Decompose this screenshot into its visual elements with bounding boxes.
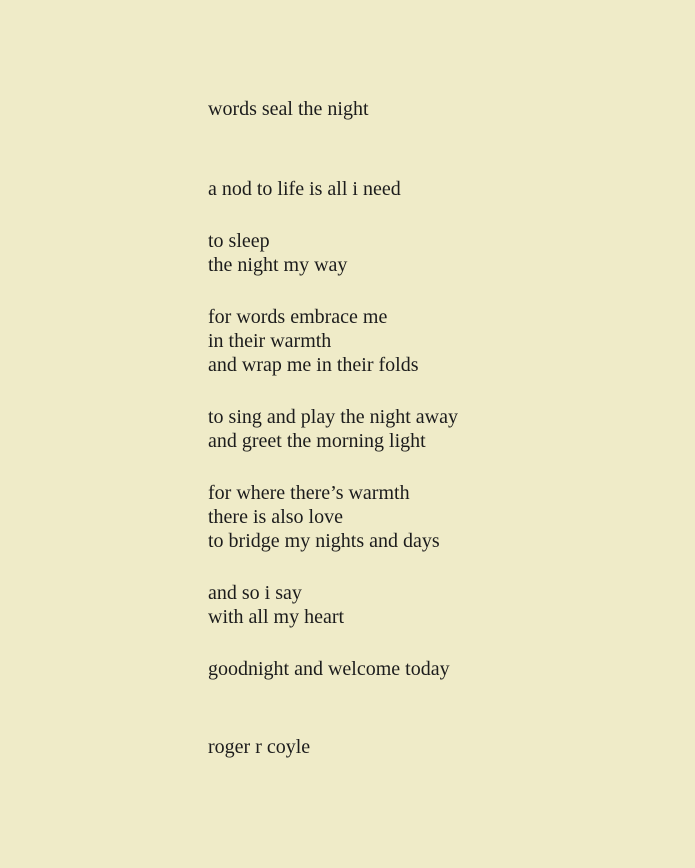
poem-line: to sing and play the night away bbox=[208, 406, 458, 428]
poem-line: with all my heart bbox=[208, 606, 345, 628]
stanza bbox=[208, 405, 668, 453]
poem-line: and greet the morning light bbox=[208, 430, 426, 452]
stanza bbox=[208, 481, 668, 553]
author-signature: roger r coyle bbox=[208, 736, 311, 758]
stanza bbox=[208, 177, 668, 201]
poem-line: to bridge my nights and days bbox=[208, 530, 440, 552]
poem-line: for where there’s warmth bbox=[208, 482, 410, 504]
stanza bbox=[208, 657, 668, 681]
poem-line: a nod to life is all i need bbox=[208, 178, 401, 200]
stanza bbox=[208, 305, 668, 377]
poem-line: for words embrace me bbox=[208, 306, 388, 328]
stanza bbox=[208, 581, 668, 629]
poem-line: and wrap me in their folds bbox=[208, 354, 419, 376]
poem-body bbox=[208, 177, 668, 709]
poem-line: there is also love bbox=[208, 506, 343, 528]
poem-title: words seal the night bbox=[208, 98, 369, 120]
poem-line: and so i say bbox=[208, 582, 302, 604]
poem-line: the night my way bbox=[208, 254, 348, 276]
poem-line: in their warmth bbox=[208, 330, 332, 352]
poem-line: goodnight and welcome today bbox=[208, 658, 450, 680]
poem-line: to sleep bbox=[208, 230, 270, 252]
stanza bbox=[208, 229, 668, 277]
